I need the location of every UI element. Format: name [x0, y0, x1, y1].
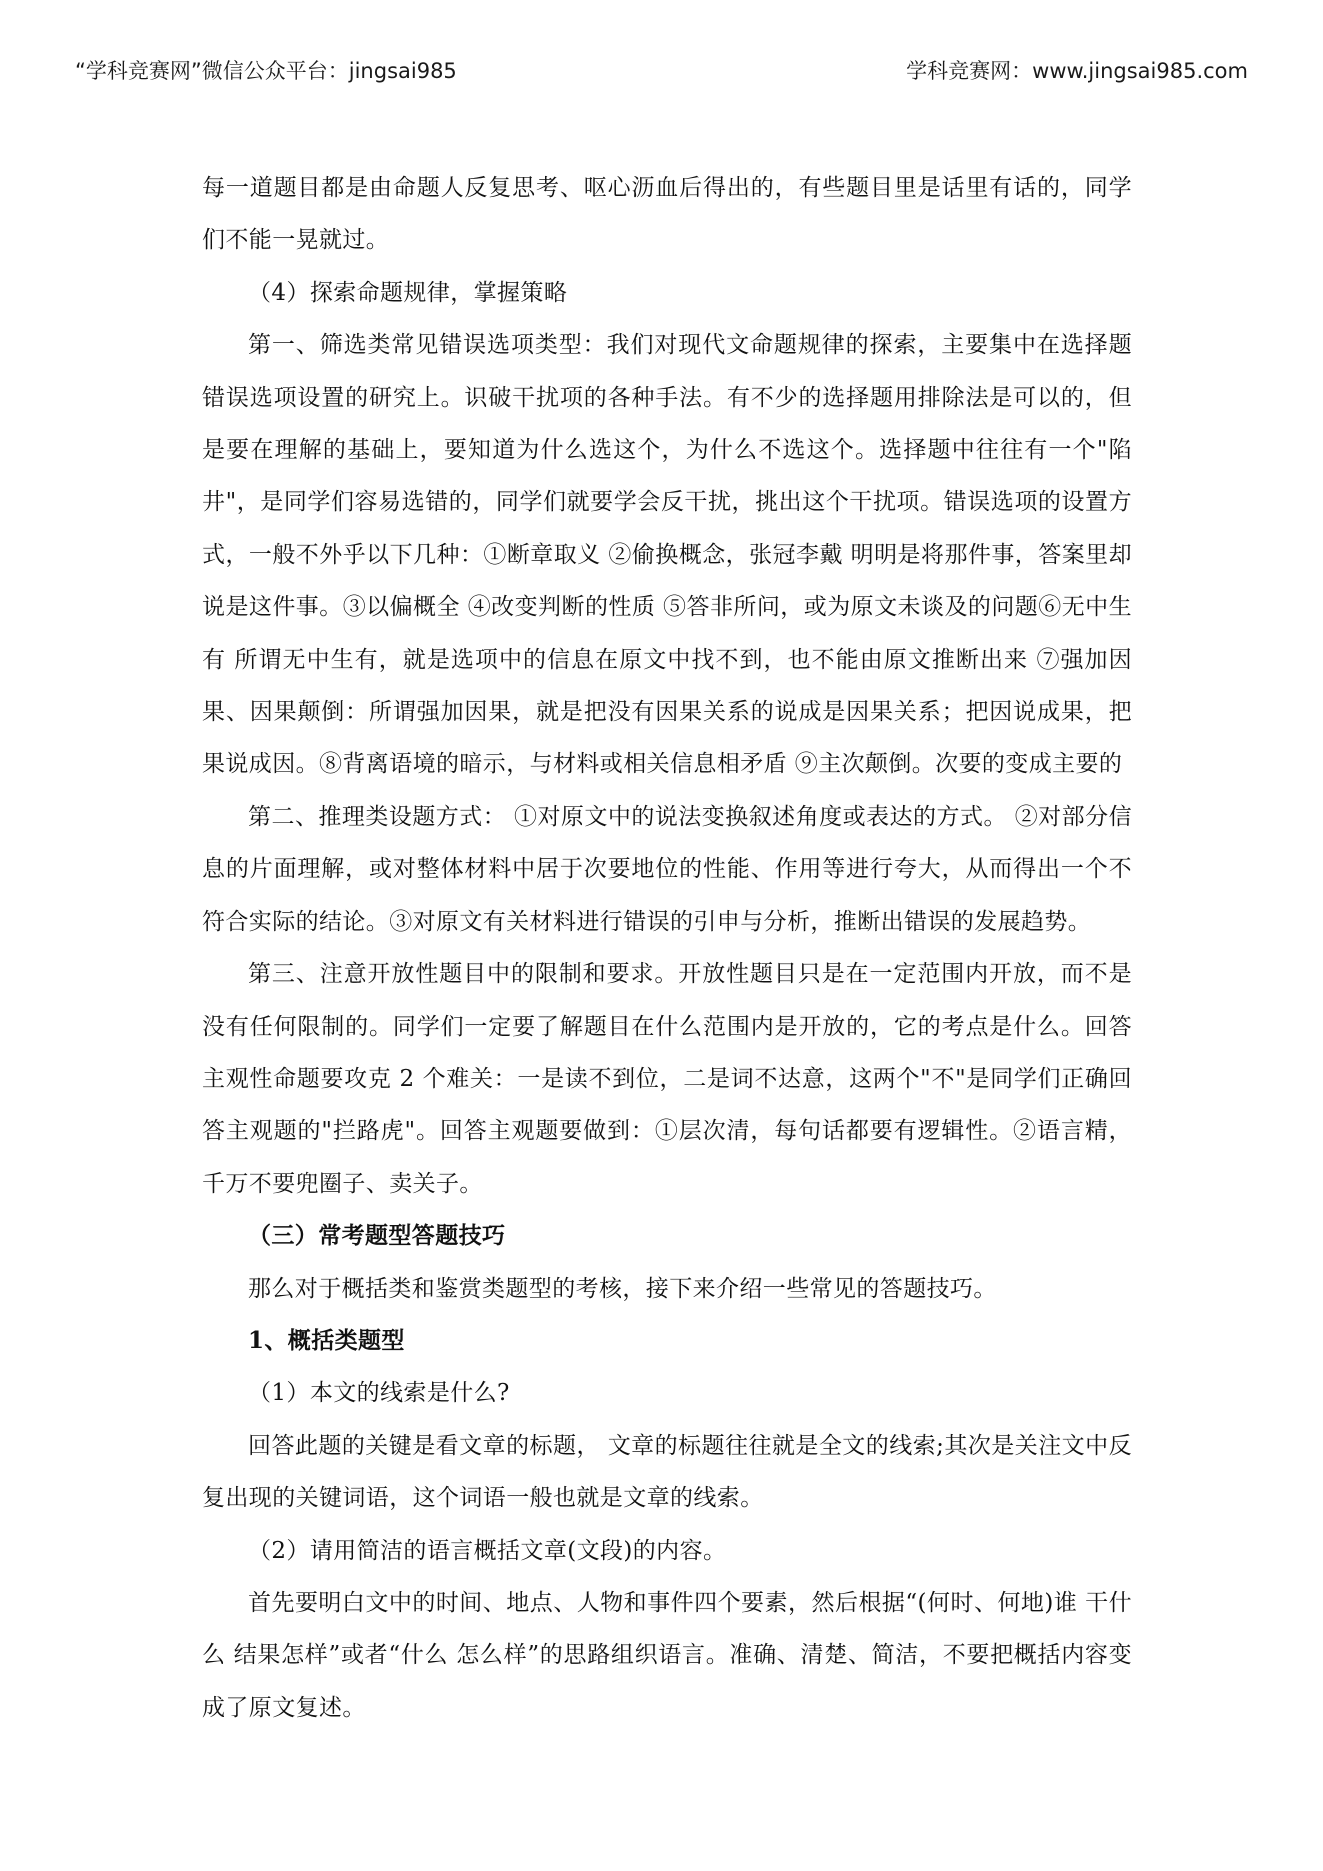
subheading-explore-rules: （4）探索命题规律，掌握策略: [248, 279, 568, 306]
paragraph-intro-techniques: 那么对于概括类和鉴赏类题型的考核，接下来介绍一些常见的答题技巧。: [248, 1275, 997, 1302]
paragraph-inference-options: 第二、推理类设题方式： ①对原文中的说法变换叙述角度或表达的方式。 ②对部分信息的片面理解，或对整体材料中居于次要地位的性能、作用等进行夸大，从而得出一个不符合实际的结论。③对原文有关材料进行错误的引申与分析，推断出错误的发展趋势。: [202, 803, 1132, 935]
paragraph-open-questions: 第三、注意开放性题目中的限制和要求。开放性题目只是在一定范围内开放，而不是没有任何限制的。同学们一定要了解题目在什么范围内是开放的，它的考点是什么。回答主观性命题要攻克 2 个难关：一是读不到位，二是词不达意，这两个"不"是同学们正确回答主观题的"拦路虎"。回答主观题要做到：①层次清，每句话都要有逻辑性。②语言精，千万不要兜圈子、卖关子。: [202, 961, 1132, 1197]
header-right-text: 学科竞赛网：www.jingsai985.com: [906, 59, 1248, 83]
section-heading-summary-type: 1、概括类题型: [248, 1326, 405, 1354]
document-body: [202, 162, 1132, 1734]
page-header: [75, 52, 1248, 88]
header-left-text: “学科竞赛网”微信公众平台：jingsai985: [75, 59, 457, 83]
paragraph-continuation: 每一道题目都是由命题人反复思考、呕心沥血后得出的，有些题目里是话里有话的，同学们不能一晃就过。: [202, 175, 1132, 254]
paragraph-filter-options: 第一、筛选类常见错误选项类型：我们对现代文命题规律的探索，主要集中在选择题错误选项设置的研究上。识破干扰项的各种手法。有不少的选择题用排除法是可以的，但是要在理解的基础上，要知道为什么选这个，为什么不选这个。选择题中往往有一个"陷井"，是同学们容易选错的，同学们就要学会反干扰，挑出这个干扰项。错误选项的设置方式，一般不外乎以下几种：①断章取义 ②偷换概念，张冠李戴 明明是将那件事，答案里却说是这件事。③以偏概全 ④改变判断的性质 ⑤答非所问，或为原文未谈及的问题⑥无中生有 所谓无中生有，就是选项中的信息在原文中找不到，也不能由原文推断出来 ⑦强加因果、因果颠倒：所谓强加因果，就是把没有因果关系的说成是因果关系；把因说成果，把果说成因。⑧背离语境的暗示，与材料或相关信息相矛盾 ⑨主次颠倒。次要的变成主要的: [202, 332, 1132, 778]
paragraph-summarize-answer: 首先要明白文中的时间、地点、人物和事件四个要素，然后根据“(何时、何地)谁 干什么 结果怎样”或者“什么 怎么样”的思路组织语言。准确、清楚、简洁，不要把概括内容变成了原文复述。: [202, 1589, 1132, 1721]
paragraph-clue-answer: 回答此题的关键是看文章的标题， 文章的标题往往就是全文的线索;其次是关注文中反复出现的关键词语，这个词语一般也就是文章的线索。: [202, 1432, 1132, 1512]
section-heading-techniques: （三）常考题型答题技巧: [248, 1222, 506, 1250]
question-clue: （1）本文的线索是什么?: [248, 1380, 510, 1407]
question-summarize: （2）请用简洁的语言概括文章(文段)的内容。: [248, 1537, 727, 1564]
